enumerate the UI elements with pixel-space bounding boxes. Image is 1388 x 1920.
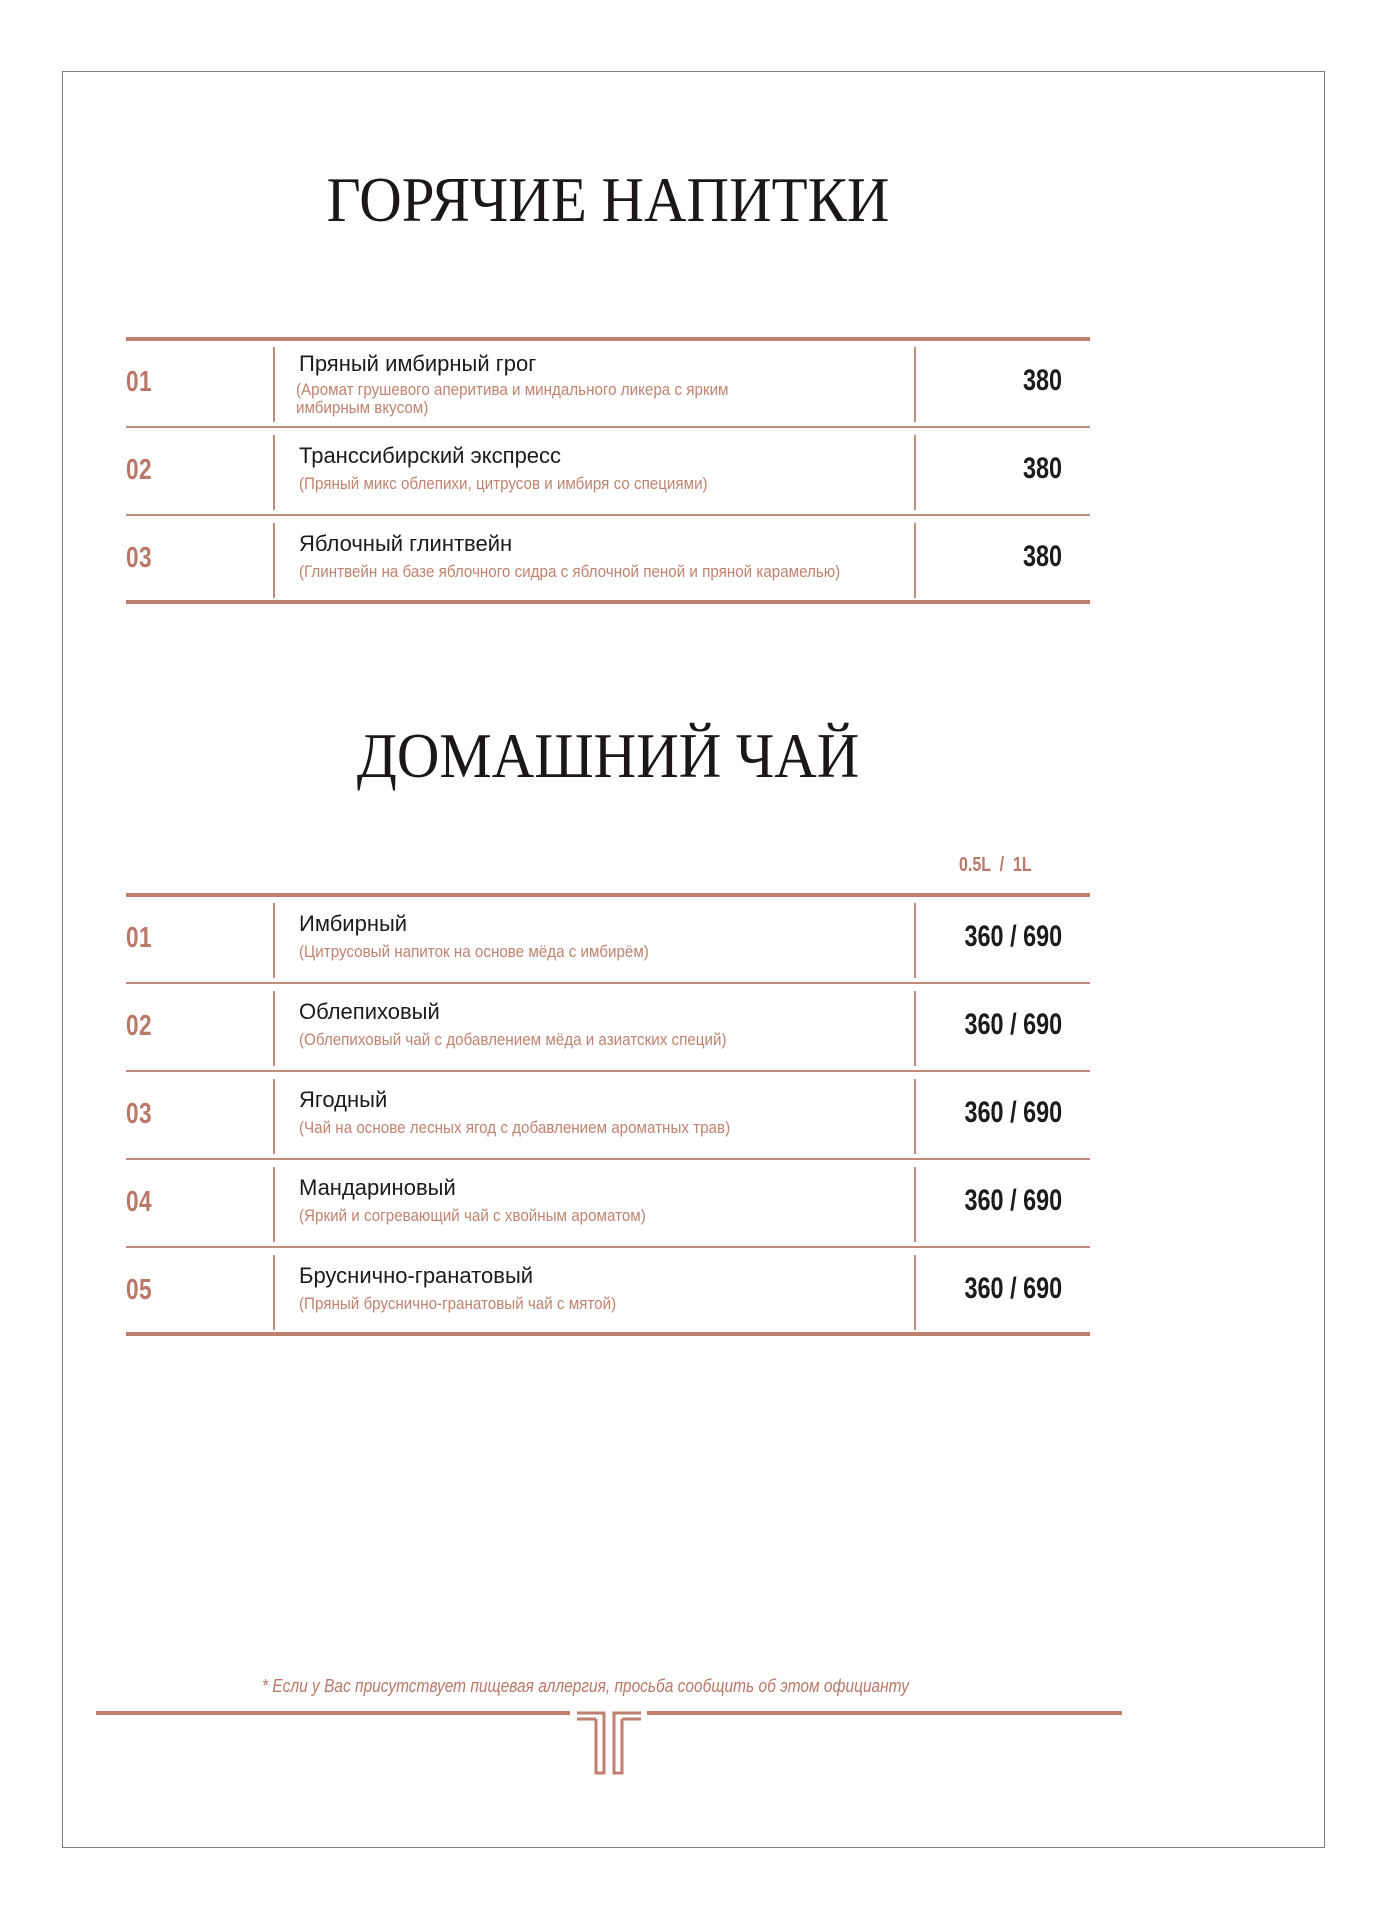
table-bottom-border	[126, 600, 1090, 604]
double-t-monogram-icon	[574, 1709, 644, 1779]
menu-item-row	[126, 427, 1090, 515]
section-title-hot-drinks: ГОРЯЧИЕ НАПИТКИ	[326, 164, 890, 235]
item-price: 360 / 690	[964, 1008, 1062, 1041]
column-divider	[914, 523, 916, 598]
item-price: 360 / 690	[964, 1184, 1062, 1217]
item-price: 380	[1022, 452, 1062, 485]
menu-item-row	[126, 983, 1090, 1071]
item-price: 380	[1022, 540, 1062, 573]
column-divider	[273, 1167, 275, 1242]
item-description: (Аромат грушевого аперитива и миндального ликера с ярким имбирным вкусом)	[296, 381, 729, 417]
item-number: 04	[126, 1186, 152, 1218]
item-description: (Глинтвейн на базе яблочного сидра с яблочной пеной и пряной карамелью)	[299, 563, 841, 581]
table-bottom-border	[126, 1332, 1090, 1336]
column-divider	[914, 1079, 916, 1154]
menu-item-row	[126, 339, 1090, 427]
item-name: Мандариновый	[299, 1175, 456, 1200]
column-divider	[914, 1255, 916, 1330]
column-divider	[273, 1079, 275, 1154]
item-name: Имбирный	[299, 911, 408, 936]
item-price: 360 / 690	[964, 1096, 1062, 1129]
column-divider	[273, 1255, 275, 1330]
item-name: Ягодный	[299, 1087, 388, 1112]
item-price: 360 / 690	[964, 920, 1062, 953]
footer-divider-right	[647, 1711, 1122, 1715]
item-number: 01	[126, 922, 152, 954]
item-description: (Облепиховый чай с добавлением мёда и азиатских специй)	[299, 1031, 727, 1049]
column-divider	[914, 1167, 916, 1242]
item-number: 01	[126, 366, 152, 398]
column-divider	[273, 903, 275, 978]
item-number: 02	[126, 1010, 152, 1042]
column-divider	[273, 991, 275, 1066]
menu-item-row	[126, 515, 1090, 603]
menu-item-row	[126, 1159, 1090, 1247]
item-price: 380	[1022, 364, 1062, 397]
item-number: 02	[126, 454, 152, 486]
column-divider	[914, 991, 916, 1066]
item-description: (Пряный микс облепихи, цитрусов и имбиря со специями)	[299, 475, 708, 493]
item-description: (Чай на основе лесных ягод с добавлением ароматных трав)	[299, 1119, 731, 1137]
item-description: (Цитрусовый напиток на основе мёда с имбирём)	[299, 943, 649, 961]
item-description: (Пряный бруснично-гранатовый чай с мятой)	[299, 1295, 617, 1313]
item-name: Транссибирский экспресс	[299, 443, 562, 468]
menu-item-row	[126, 1247, 1090, 1335]
item-name: Яблочный глинтвейн	[299, 531, 513, 556]
menu-item-row	[126, 1071, 1090, 1159]
item-description: (Яркий и согревающий чай с хвойным ароматом)	[299, 1207, 646, 1225]
column-divider	[914, 347, 916, 422]
footer-divider-left	[96, 1711, 570, 1715]
volume-header: 0.5L / 1L	[959, 854, 1032, 876]
item-number: 03	[126, 542, 152, 574]
allergy-note: * Если у Вас присутствует пищевая аллергия, просьба сообщить об этом официанту	[262, 1676, 909, 1696]
item-name: Бруснично-гранатовый	[299, 1263, 534, 1288]
column-divider	[914, 903, 916, 978]
column-divider	[273, 523, 275, 598]
item-number: 03	[126, 1098, 152, 1130]
item-name: Пряный имбирный грог	[299, 351, 537, 376]
column-divider	[273, 347, 275, 422]
item-price: 360 / 690	[964, 1272, 1062, 1305]
column-divider	[914, 435, 916, 510]
section-title-home-tea: ДОМАШНИЙ ЧАЙ	[356, 720, 860, 791]
item-name: Облепиховый	[299, 999, 440, 1024]
menu-item-row	[126, 895, 1090, 983]
column-divider	[273, 435, 275, 510]
item-number: 05	[126, 1274, 152, 1306]
